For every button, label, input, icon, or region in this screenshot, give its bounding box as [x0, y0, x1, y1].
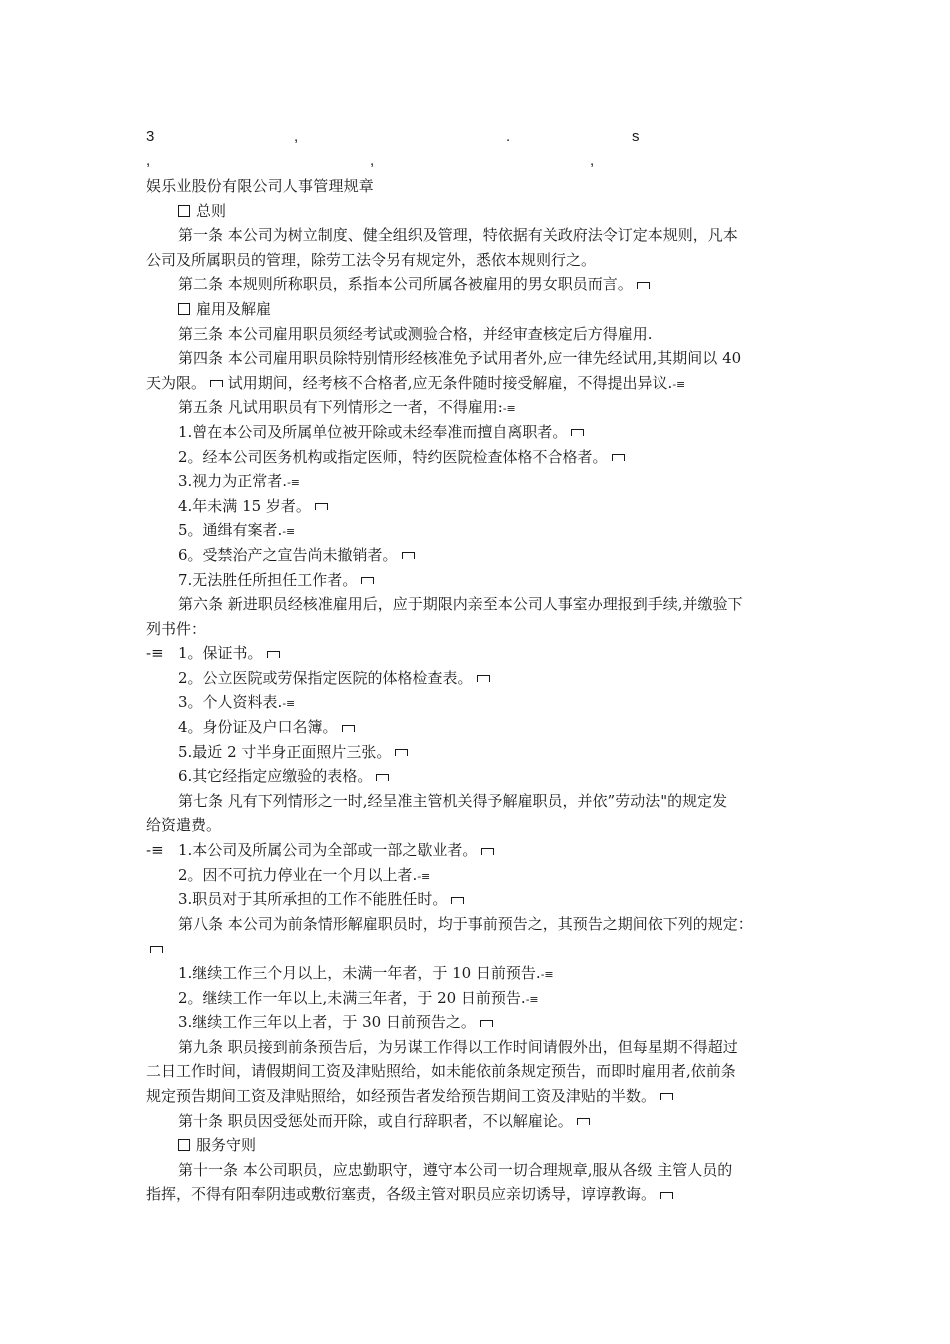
- paragraph-continuation: [146, 371, 814, 396]
- paragraph-mark-icon: [577, 1118, 590, 1125]
- paragraph-line: [146, 1035, 814, 1060]
- line-text: 二日工作时间，请假期间工资及津贴照给，如未能依前条规定预告，而即时雇用者,依前条: [146, 1062, 736, 1081]
- paragraph-line: [146, 986, 814, 1011]
- paragraph-mark-icon: [612, 454, 625, 461]
- line-text: 第五条 凡试用职员有下列情形之一者，不得雇用:: [178, 398, 503, 417]
- line-text: 给资遣费。: [146, 816, 222, 835]
- paragraph-mark: -≡: [417, 869, 431, 883]
- paragraph-mark-icon: [267, 651, 280, 658]
- list-item: [146, 838, 814, 863]
- paragraph-line: [146, 1109, 814, 1134]
- paragraph-mark-icon: [395, 749, 408, 756]
- paragraph-line: [146, 764, 814, 789]
- line-text: 1.继续工作三个月以上，未满一年者，于 10 日前预告.: [178, 964, 541, 982]
- paragraph-line: [146, 494, 814, 519]
- line-text: 4。身份证及户口名簿。: [178, 718, 338, 737]
- paragraph-line: [146, 543, 814, 568]
- line-text: 列书件：: [146, 619, 207, 638]
- stray-mark: .: [506, 128, 511, 145]
- line-text: 天为限。: [146, 373, 207, 392]
- paragraph-line: [146, 346, 814, 371]
- paragraph-mark-icon: [637, 282, 650, 289]
- line-text: 总则: [196, 201, 227, 220]
- line-text: 第三条 本公司雇用职员须经考试或测验合格，并经审查核定后方得雇用.: [178, 324, 653, 343]
- line-text: 4.年未满 15 岁者。: [178, 496, 311, 515]
- line-text: 雇用及解雇: [196, 299, 272, 318]
- line-text: 服务守则: [196, 1136, 257, 1155]
- paragraph-mark-icon: [361, 577, 374, 584]
- line-text: 第一条 本公司为树立制度、健全组织及管理，特依据有关政府法令订定本规则，凡本: [178, 226, 738, 245]
- paragraph-mark-icon: [480, 1020, 493, 1027]
- paragraph-line: [146, 789, 814, 814]
- paragraph-mark-icon: [477, 675, 490, 682]
- paragraph-mark-icon: [660, 1093, 673, 1100]
- paragraph-mark-icon: [660, 1192, 673, 1199]
- paragraph-line: [146, 223, 814, 248]
- line-text: 指挥，不得有阳奉阴违或敷衍塞责，各级主管对职员应亲切诱导，谆谆教诲。: [146, 1185, 657, 1204]
- line-text: 5。通缉有案者.: [178, 521, 283, 540]
- paragraph-mark-icon: [481, 848, 494, 855]
- line-text: 2。公立医院或劳保指定医院的体格检查表。: [178, 668, 473, 687]
- line-text: 1.曾在本公司及所属单位被开除或未经奉准而擅自离职者。: [178, 422, 568, 441]
- checkbox-icon: [178, 303, 190, 315]
- paragraph-line: [146, 395, 814, 420]
- section-heading: [146, 199, 814, 224]
- paragraph-continuation: [146, 1182, 814, 1207]
- paragraph-mark-icon: [402, 552, 415, 559]
- paragraph-line: [146, 568, 814, 593]
- paragraph-mark: -≡: [502, 402, 516, 416]
- section-heading: [146, 1133, 814, 1158]
- line-text: 7.无法胜任所担任工作者。: [178, 570, 358, 589]
- paragraph-line: [146, 690, 814, 715]
- line-text: 2。继续工作一年以上,未满三年者，于 20 日前预告.: [178, 988, 526, 1007]
- line-text: 3.视力为正常者.: [178, 472, 288, 491]
- paragraph-line: [146, 1158, 814, 1183]
- paragraph-mark-icon: [210, 380, 223, 387]
- paragraph-line: [146, 887, 814, 912]
- line-text: 第十一条 本公司职员，应忠勤职守，遵守本公司一切合理规章,服从各级 主管人员的: [178, 1160, 733, 1179]
- line-text: 第十条 职员因受惩处而开除，或自行辞职者，不以解雇论。: [178, 1111, 573, 1130]
- paragraph-mark-icon: [342, 725, 355, 732]
- paragraph-mark-icon: [451, 897, 464, 904]
- line-text: 5.最近 2 寸半身正面照片三张。: [178, 742, 392, 761]
- line-text: 第四条 本公司雇用职员除特别情形经核准免予试用者外,应一律先经试用,其期间以 40: [178, 349, 742, 368]
- paragraph-mark: -≡: [282, 697, 296, 711]
- paragraph-line: [146, 715, 814, 740]
- paragraph-line: [146, 518, 814, 543]
- line-text: 1.本公司及所属公司为全部或一部之歇业者。: [178, 841, 478, 860]
- line-text: 2。因不可抗力停业在一个月以上者.: [178, 865, 418, 884]
- list-marker: -≡: [146, 644, 164, 663]
- paragraph-line: [146, 666, 814, 691]
- line-text: 3.职员对于其所承担的工作不能胜任时。: [178, 890, 448, 909]
- line-text: 1。保证书。: [178, 644, 263, 663]
- stray-mark: ,: [294, 128, 299, 145]
- document-body: [146, 174, 814, 1207]
- line-text: 2。经本公司医务机构或指定医师，特约医院检查体格不合格者。: [178, 447, 608, 466]
- line-text: 公司及所属职员的管理，除劳工法令另有规定外，悉依本规则行之。: [146, 250, 597, 269]
- line-text: 第二条 本规则所称职员，系指本公司所属各被雇用的男女职员而言。: [178, 275, 633, 294]
- paragraph-continuation: [146, 1059, 814, 1084]
- line-text: 第九条 职员接到前条预告后，为另谋工作得以工作时间请假外出，但每星期不得超过: [178, 1037, 738, 1056]
- paragraph-continuation: [146, 617, 814, 642]
- document-title: 娱乐业股份有限公司人事管理规章: [146, 177, 375, 195]
- line-text: 试用期间，经考核不合格者,应无条件随时接受解雇，不得提出异议.: [223, 373, 673, 392]
- paragraph-line: [146, 740, 814, 765]
- paragraph-mark: -≡: [282, 525, 296, 539]
- checkbox-icon: [178, 1139, 190, 1151]
- checkbox-icon: [178, 205, 190, 217]
- paragraph-continuation: [146, 936, 814, 961]
- paragraph-line: [146, 961, 814, 986]
- paragraph-line: [146, 445, 814, 470]
- stray-mark: 3: [146, 128, 155, 145]
- section-heading: [146, 297, 814, 322]
- line-text: 6。受禁治产之宣告尚未撤销者。: [178, 545, 398, 564]
- paragraph-continuation: [146, 813, 814, 838]
- list-item: [146, 641, 814, 666]
- line-text: 规定预告期间工资及津贴照给，如经预告者发给预告期间工资及津贴的半数。: [146, 1086, 657, 1105]
- stray-mark: ,: [590, 152, 595, 169]
- stray-mark: s: [632, 128, 640, 145]
- stray-mark: ,: [370, 152, 375, 169]
- paragraph-mark: -≡: [287, 476, 301, 490]
- line-text: 3。个人资料表.: [178, 693, 283, 712]
- stray-mark: ,: [146, 152, 151, 169]
- paragraph-line: [146, 272, 814, 297]
- line-text: 3.继续工作三年以上者，于 30 日前预告之。: [178, 1013, 476, 1032]
- paragraph-line: [146, 420, 814, 445]
- paragraph-mark-icon: [376, 774, 389, 781]
- paragraph-line: [146, 592, 814, 617]
- line-text: 第八条 本公司为前条情形解雇职员时，均于事前预告之，其预告之期间依下列的规定：: [178, 914, 753, 933]
- paragraph-mark: -≡: [540, 968, 554, 981]
- paragraph-continuation: [146, 1084, 814, 1109]
- line-text: 6.其它经指定应缴验的表格。: [178, 767, 373, 786]
- paragraph-line: [146, 322, 814, 347]
- paragraph-mark-icon: [315, 503, 328, 510]
- paragraph-mark: -≡: [672, 377, 686, 391]
- list-marker: -≡: [146, 841, 164, 860]
- paragraph-mark-icon: [571, 429, 584, 436]
- paragraph-line: [146, 1010, 814, 1035]
- line-text: 第六条 新进职员经核准雇用后，应于期限内亲至本公司人事室办理报到手续,并缴验下: [178, 595, 743, 614]
- line-text: 第七条 凡有下列情形之一时,经呈准主管机关得予解雇职员，并依”劳动法"的规定发: [178, 791, 728, 810]
- paragraph-line: [146, 912, 814, 937]
- paragraph-mark-icon: [150, 946, 163, 953]
- paragraph-line: [146, 863, 814, 888]
- paragraph-mark: -≡: [525, 992, 539, 1006]
- paragraph-line: [146, 469, 814, 494]
- paragraph-continuation: [146, 248, 814, 273]
